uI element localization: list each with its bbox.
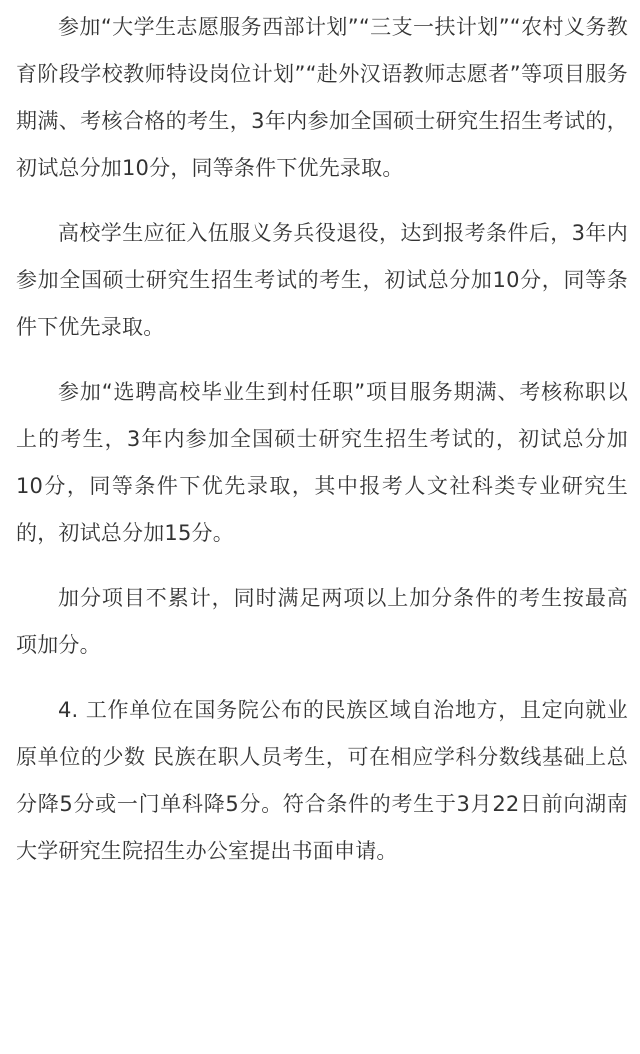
paragraph-western-plan-bonus: 参加“大学生志愿服务西部计划”“三支一扶计划”“农村义务教育阶段学校教师特设岗位计划”“赴外汉语教师志愿者”等项目服务期满、考核合格的考生，3年内参加全国硕士研究生招生考试的，初试总分加10分，同等条件下优先录取。 xyxy=(16,15,628,180)
paragraph-veteran-bonus: 高校学生应征入伍服义务兵役退役，达到报考条件后，3年内参加全国硕士研究生招生考试的考生，初试总分加10分，同等条件下优先录取。 xyxy=(16,221,628,339)
paragraph-village-official-bonus: 参加“选聘高校毕业生到村任职”项目服务期满、考核称职以上的考生，3年内参加全国硕士研究生招生考试的，初试总分加10分，同等条件下优先录取，其中报考人文社科类专业研究生的，初试总分加15分。 xyxy=(16,380,628,545)
paragraph-ethnic-minority-reduction: 4. 工作单位在国务院公布的民族区域自治地方，且定向就业原单位的少数 民族在职人员考生，可在相应学科分数线基础上总分降5分或一门单科降5分。符合条件的考生于3月22日前向湖南大学研究生院招生办公室提出书面申请。 xyxy=(16,698,628,863)
paragraph-bonus-not-cumulative: 加分项目不累计，同时满足两项以上加分条件的考生按最高项加分。 xyxy=(16,586,628,657)
